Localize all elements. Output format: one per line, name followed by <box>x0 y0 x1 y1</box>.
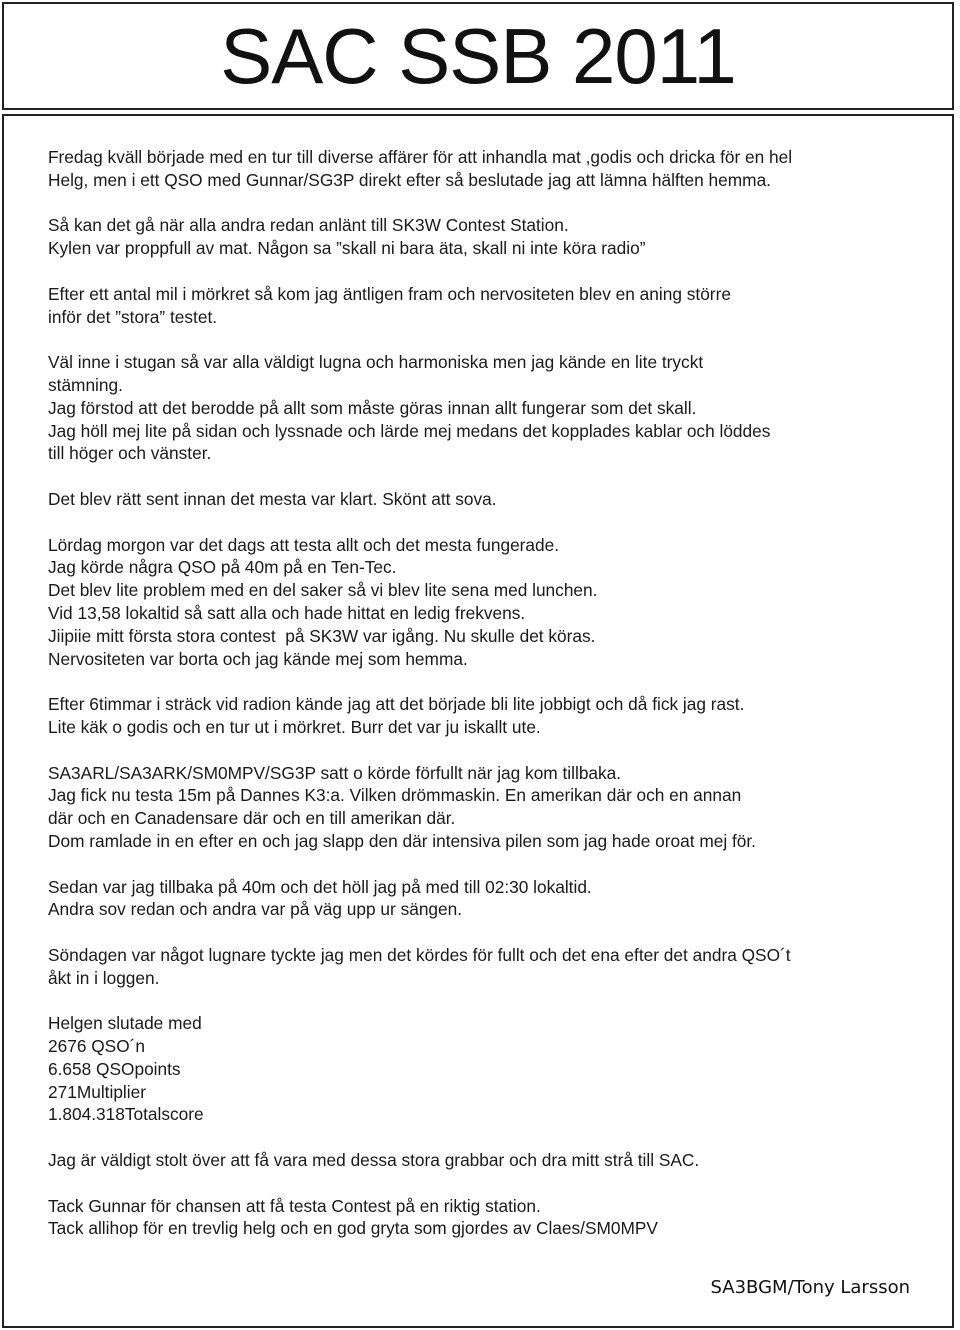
text-line: SA3ARL/SA3ARK/SM0MPV/SG3P satt o körde förfullt när jag kom tillbaka. <box>48 762 622 783</box>
paragraph <box>48 762 928 853</box>
text-line: åkt in i loggen. <box>48 967 160 988</box>
paragraph <box>48 1149 928 1172</box>
text-line: Jag är väldigt stolt över att få vara med dessa stora grabbar och dra mitt strå till SAC. <box>48 1150 700 1171</box>
text-line: Andra sov redan och andra var på väg upp ur sängen. <box>48 899 463 920</box>
text-line: 1.804.318Totalscore <box>48 1104 204 1125</box>
text-line: Efter ett antal mil i mörkret så kom jag äntligen fram och nervositeten blev en aning större <box>48 283 731 304</box>
text-line: till höger och vänster. <box>48 443 212 464</box>
body-box <box>2 114 954 1328</box>
page-title: SAC SSB 2011 <box>220 12 736 100</box>
text-line: Tack Gunnar för chansen att få testa Contest på en riktig station. <box>48 1195 541 1216</box>
paragraph <box>48 876 928 922</box>
paragraph <box>48 351 928 465</box>
text-line: 6.658 QSOpoints <box>48 1058 181 1079</box>
text-line: Vid 13,58 lokaltid så satt alla och hade hittat en ledig frekvens. <box>48 602 526 623</box>
paragraph <box>48 534 928 671</box>
text-line: Jiipiie mitt första stora contest på SK3W var igång. Nu skulle det köras. <box>48 625 596 646</box>
paragraph <box>48 944 928 990</box>
text-line: Lördag morgon var det dags att testa allt och det mesta fungerade. <box>48 534 560 555</box>
text-line: Lite käk o godis och en tur ut i mörkret. Burr det var ju iskallt ute. <box>48 716 541 737</box>
paragraph <box>48 488 928 511</box>
text-line: Fredag kväll började med en tur till diverse affärer för att inhandla mat ,godis och dricka för en hel <box>48 147 793 167</box>
paragraph <box>48 1195 928 1241</box>
text-line: Efter 6timmar i sträck vid radion kände jag att det började bli lite jobbigt och då fick jag rast. <box>48 694 745 715</box>
paragraph <box>48 214 928 260</box>
text-line: Jag förstod att det berodde på allt som måste göras innan allt fungerar som det skall. <box>48 397 697 418</box>
title-box <box>2 2 954 110</box>
paragraph <box>48 693 928 739</box>
text-line: Väl inne i stugan så var alla väldigt lugna och harmoniska men jag kände en lite tryckt <box>48 352 704 373</box>
text-line: Så kan det gå när alla andra redan anlänt till SK3W Contest Station. <box>48 215 569 236</box>
text-line: Tack allihop för en trevlig helg och en god gryta som gjordes av Claes/SM0MPV <box>48 1218 658 1239</box>
text-line: Det blev rätt sent innan det mesta var klart. Skönt att sova. <box>48 488 497 509</box>
text-line: Jag fick nu testa 15m på Dannes K3:a. Vilken drömmaskin. En amerikan där och en annan <box>48 785 742 806</box>
text-line: Nervositeten var borta och jag kände mej som hemma. <box>48 648 468 669</box>
article-body <box>48 146 928 1263</box>
text-line: Söndagen var något lugnare tyckte jag men det kördes för fullt och det ena efter det andra QSO´t <box>48 944 791 965</box>
text-line: Jag körde några QSO på 40m på en Ten-Tec. <box>48 557 397 578</box>
signature: SA3BGM/Tony Larsson <box>710 1277 910 1298</box>
text-line: 2676 QSO´n <box>48 1036 146 1057</box>
text-line: Helgen slutade med <box>48 1013 202 1034</box>
paragraph <box>48 283 928 329</box>
text-line: 271Multiplier <box>48 1081 146 1102</box>
text-line: Sedan var jag tillbaka på 40m och det höll jag på med till 02:30 lokaltid. <box>48 876 592 897</box>
paragraph <box>48 1012 928 1126</box>
text-line: stämning. <box>48 374 123 395</box>
text-line: inför det ”stora” testet. <box>48 306 218 327</box>
text-line: Det blev lite problem med en del saker så vi blev lite sena med lunchen. <box>48 580 598 601</box>
text-line: Helg, men i ett QSO med Gunnar/SG3P direkt efter så beslutade jag att lämna hälften hemma. <box>48 169 771 190</box>
text-line: Kylen var proppfull av mat. Någon sa ”skall ni bara äta, skall ni inte köra radio” <box>48 238 646 259</box>
text-line: där och en Canadensare där och en till amerikan där. <box>48 808 456 829</box>
text-line: Dom ramlade in en efter en och jag slapp den där intensiva pilen som jag hade oroat mej för. <box>48 830 756 851</box>
text-line: Jag höll mej lite på sidan och lyssnade och lärde mej medans det kopplades kablar och löddes <box>48 420 771 441</box>
paragraph <box>48 146 928 192</box>
